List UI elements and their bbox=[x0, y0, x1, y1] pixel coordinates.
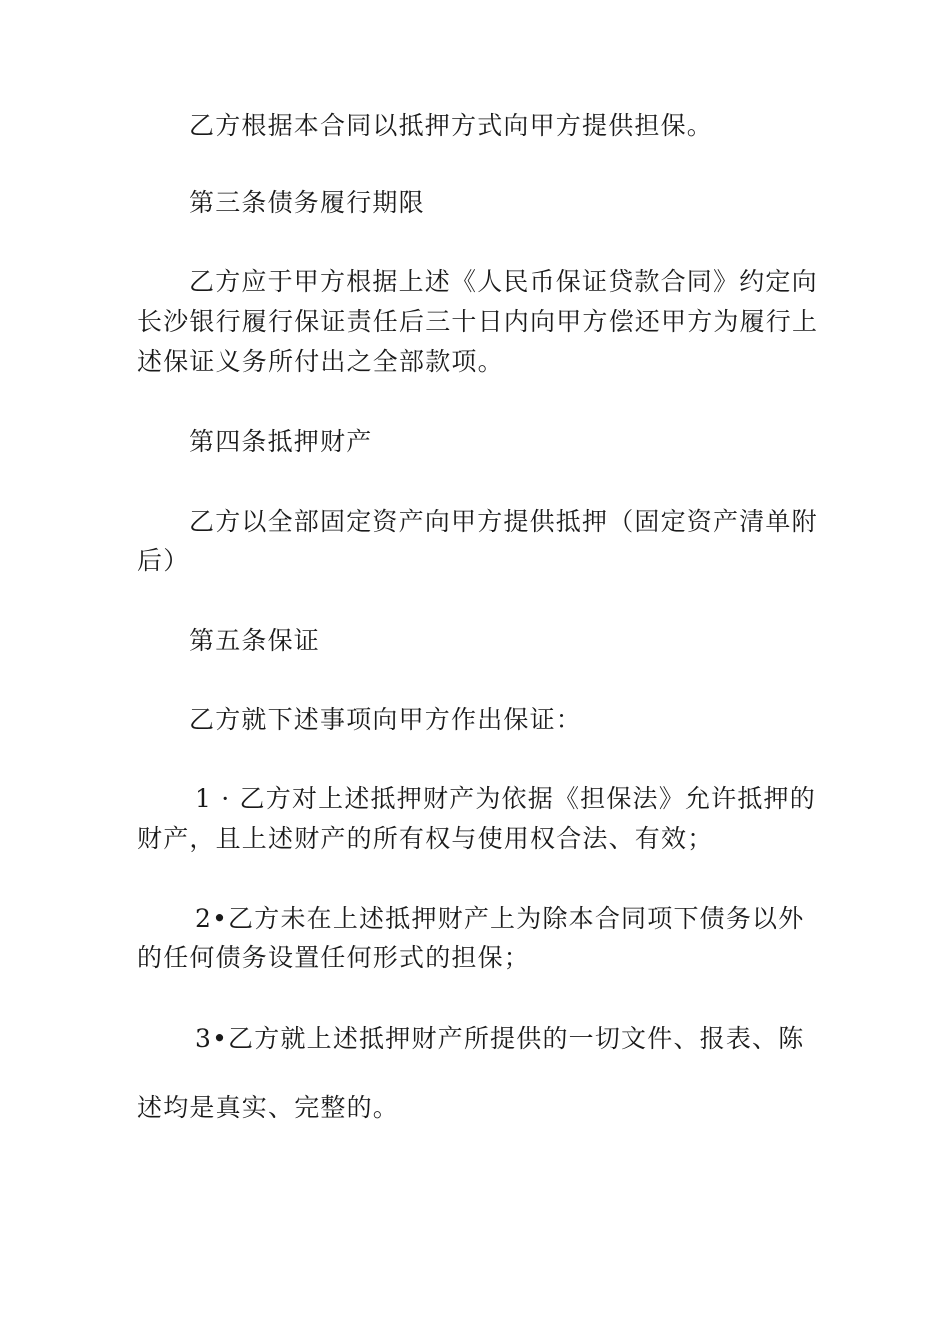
paragraph-line: 述保证义务所付出之全部款项。 bbox=[137, 347, 504, 376]
article-4-heading: 第四条抵押财产 bbox=[189, 427, 373, 456]
paragraph-line: 后） bbox=[137, 546, 190, 575]
list-item-1-line: 1 · 乙方对上述抵押财产为依据《担保法》允许抵押的 bbox=[195, 784, 816, 813]
article-5-heading: 第五条保证 bbox=[189, 626, 321, 655]
paragraph-line: 长沙银行履行保证责任后三十日内向甲方偿还甲方为履行上 bbox=[137, 307, 819, 336]
paragraph-line: 乙方根据本合同以抵押方式向甲方提供担保。 bbox=[189, 111, 714, 140]
list-item-3-line: 述均是真实、完整的。 bbox=[137, 1093, 400, 1122]
paragraph-line: 乙方就下述事项向甲方作出保证： bbox=[189, 705, 583, 734]
list-item-2-line: 2•乙方未在上述抵押财产上为除本合同项下债务以外 bbox=[195, 904, 805, 933]
list-item-3-line: 3•乙方就上述抵押财产所提供的一切文件、报表、陈 bbox=[195, 1024, 805, 1053]
article-3-heading: 第三条债务履行期限 bbox=[189, 188, 425, 217]
list-item-2-line: 的任何债务设置任何形式的担保； bbox=[137, 943, 531, 972]
paragraph-line: 乙方以全部固定资产向甲方提供抵押（固定资产清单附 bbox=[189, 507, 818, 536]
list-item-1-line: 财产，且上述财产的所有权与使用权合法、有效； bbox=[137, 824, 714, 853]
paragraph-line: 乙方应于甲方根据上述《人民币保证贷款合同》约定向 bbox=[189, 267, 818, 296]
